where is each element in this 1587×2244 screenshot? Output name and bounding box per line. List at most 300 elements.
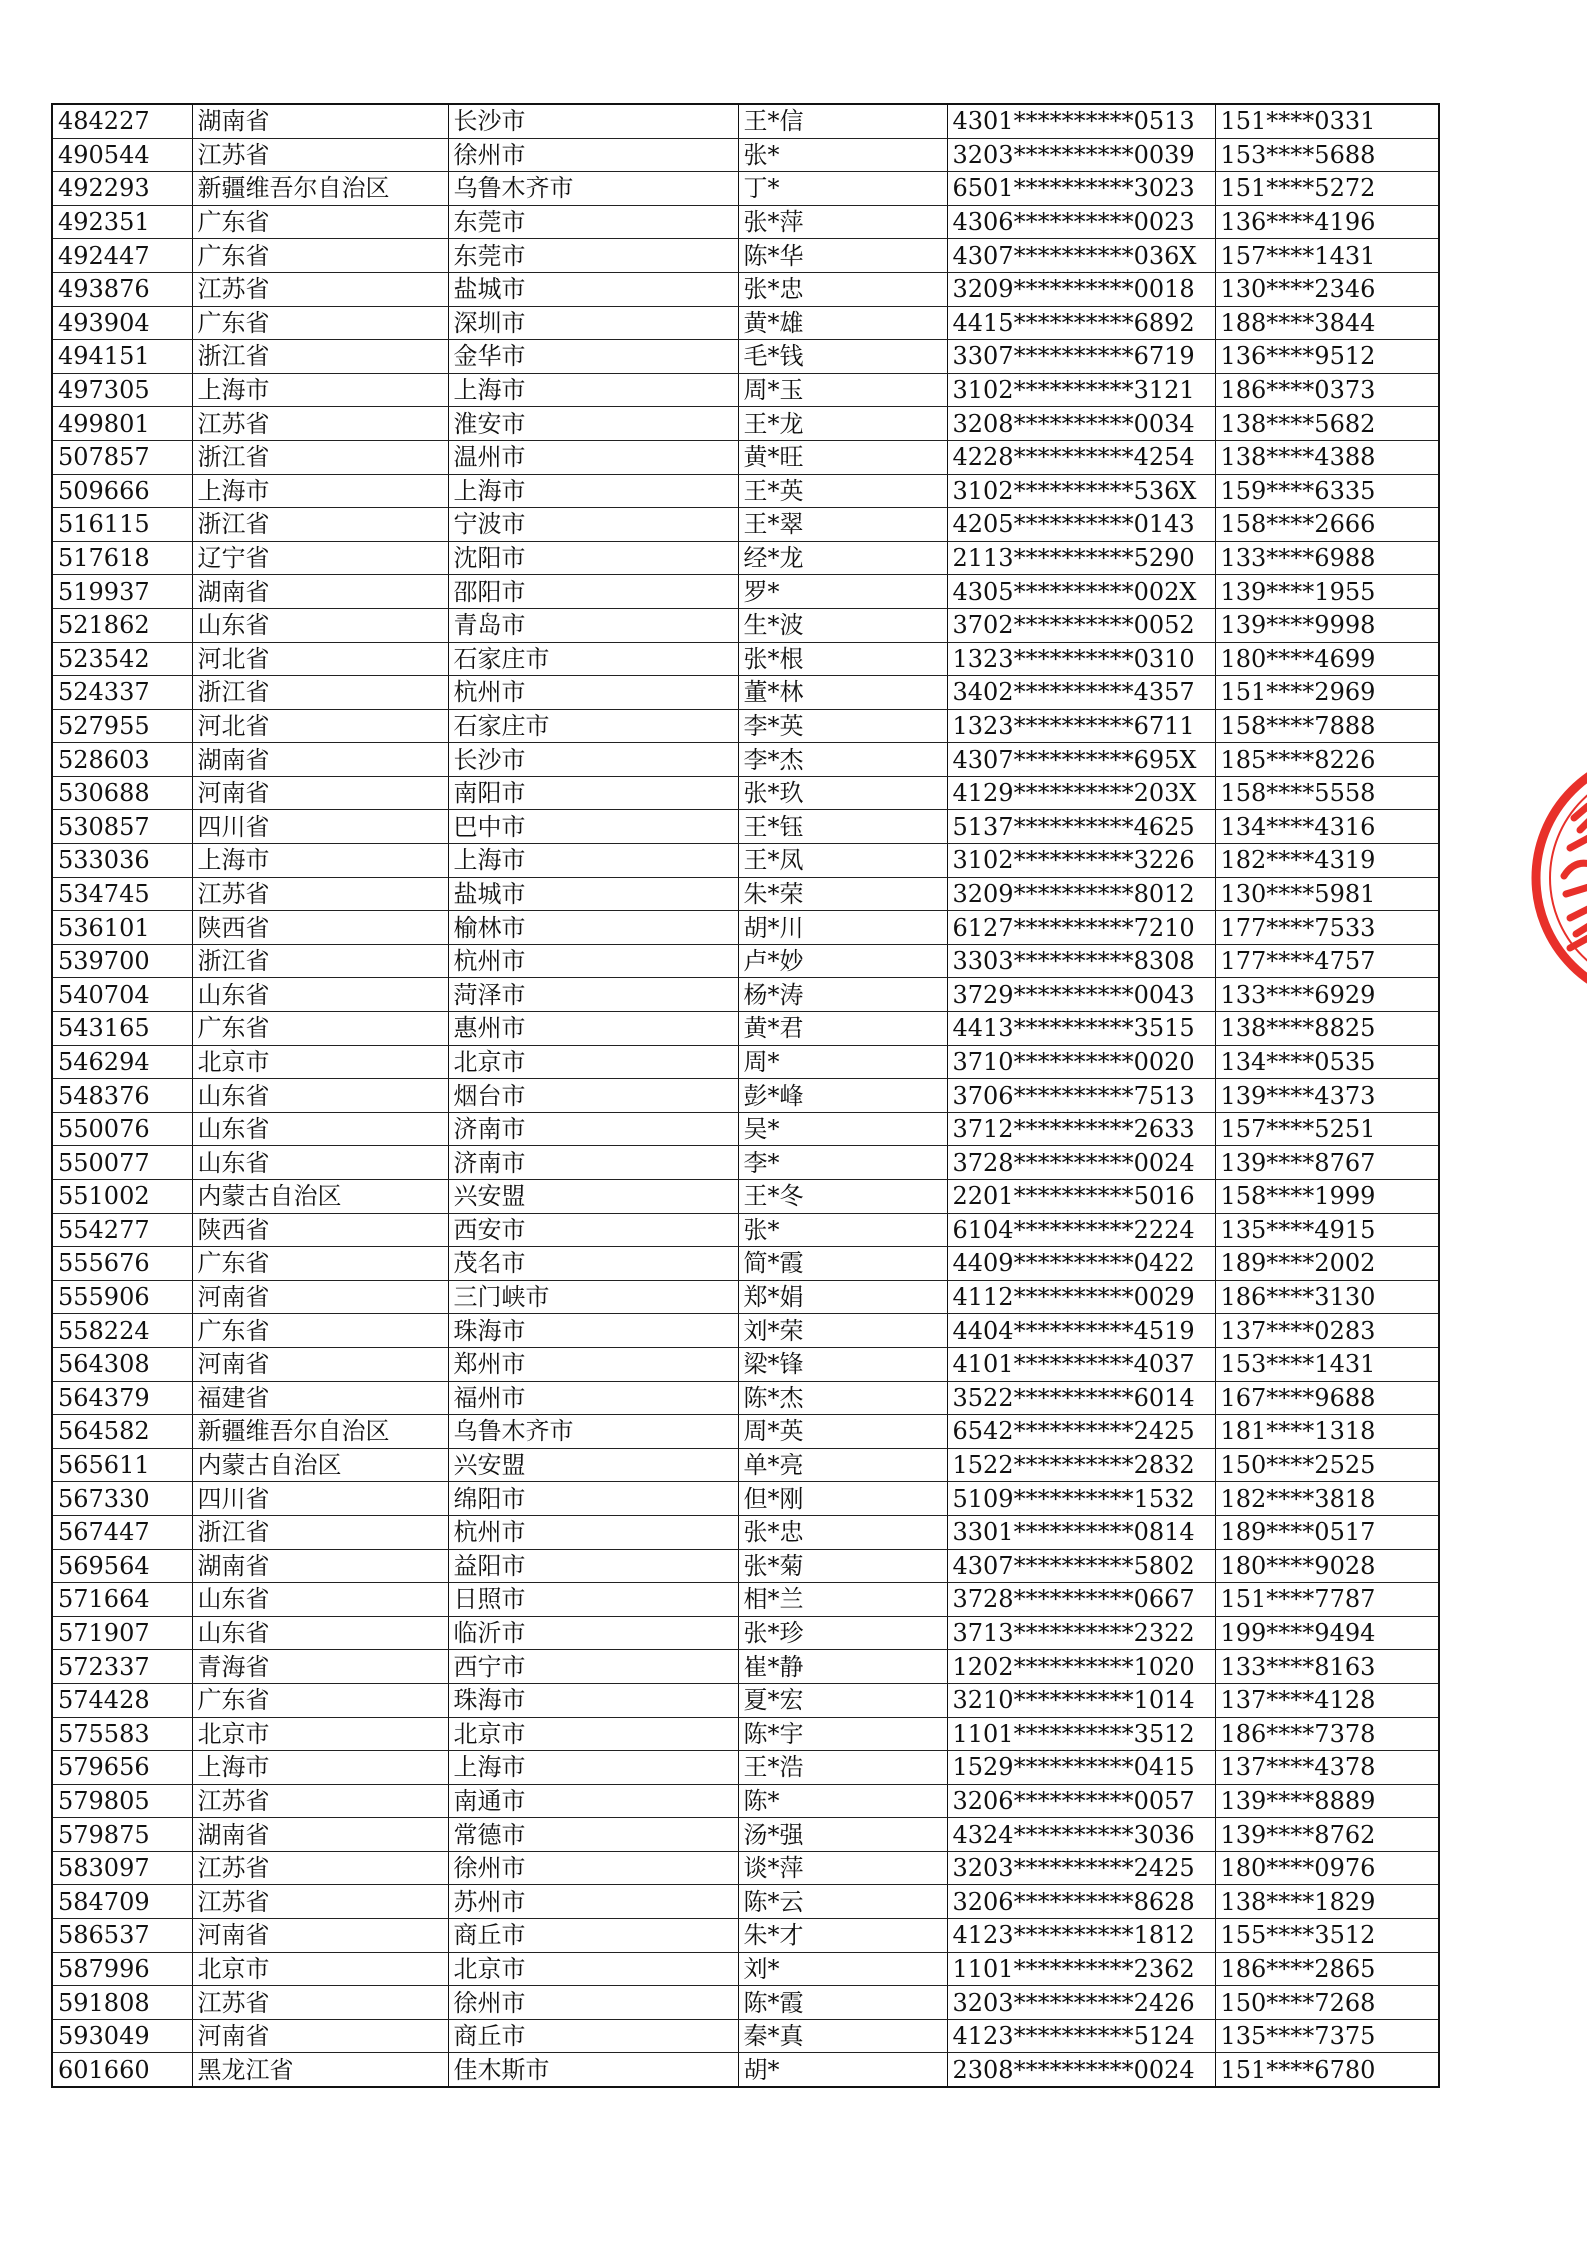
cell-record-id: 565611	[52, 1448, 192, 1482]
cell-id-number: 3729**********0043	[947, 978, 1215, 1012]
table-row	[52, 575, 1439, 609]
cell-name: 王*翠	[738, 508, 947, 542]
table-row	[52, 306, 1439, 340]
cell-province: 广东省	[192, 1247, 448, 1281]
cell-record-id: 507857	[52, 440, 192, 474]
cell-id-number: 2308**********0024	[947, 2053, 1215, 2087]
cell-phone: 150****7268	[1215, 1986, 1439, 2020]
cell-province: 内蒙古自治区	[192, 1180, 448, 1214]
table-row	[52, 608, 1439, 642]
cell-record-id: 579656	[52, 1751, 192, 1785]
cell-province: 北京市	[192, 1717, 448, 1751]
cell-province: 福建省	[192, 1381, 448, 1415]
cell-id-number: 4415**********6892	[947, 306, 1215, 340]
table-row	[52, 1146, 1439, 1180]
cell-province: 内蒙古自治区	[192, 1448, 448, 1482]
cell-phone: 180****0976	[1215, 1851, 1439, 1885]
cell-name: 黄*雄	[738, 306, 947, 340]
cell-id-number: 4307**********5802	[947, 1549, 1215, 1583]
cell-phone: 199****9494	[1215, 1616, 1439, 1650]
cell-id-number: 4306**********0023	[947, 205, 1215, 239]
cell-id-number: 3203**********2425	[947, 1851, 1215, 1885]
cell-province: 四川省	[192, 810, 448, 844]
cell-province: 黑龙江省	[192, 2053, 448, 2087]
table-row	[52, 1079, 1439, 1113]
cell-name: 李*英	[738, 709, 947, 743]
cell-id-number: 1522**********2832	[947, 1448, 1215, 1482]
cell-city: 邵阳市	[448, 575, 738, 609]
cell-name: 王*英	[738, 474, 947, 508]
cell-phone: 150****2525	[1215, 1448, 1439, 1482]
cell-province: 湖南省	[192, 104, 448, 138]
cell-id-number: 3303**********8308	[947, 944, 1215, 978]
cell-name: 相*兰	[738, 1583, 947, 1617]
cell-city: 榆林市	[448, 911, 738, 945]
cell-province: 浙江省	[192, 944, 448, 978]
cell-record-id: 521862	[52, 608, 192, 642]
table-row	[52, 1851, 1439, 1885]
cell-city: 盐城市	[448, 272, 738, 306]
cell-record-id: 567330	[52, 1482, 192, 1516]
table-row	[52, 1616, 1439, 1650]
cell-city: 茂名市	[448, 1247, 738, 1281]
cell-name: 梁*锋	[738, 1347, 947, 1381]
cell-name: 陈*杰	[738, 1381, 947, 1415]
cell-province: 河南省	[192, 2019, 448, 2053]
cell-record-id: 543165	[52, 1012, 192, 1046]
cell-city: 长沙市	[448, 104, 738, 138]
cell-city: 北京市	[448, 1952, 738, 1986]
cell-name: 丁*	[738, 172, 947, 206]
cell-city: 北京市	[448, 1717, 738, 1751]
cell-province: 湖南省	[192, 743, 448, 777]
cell-name: 简*霞	[738, 1247, 947, 1281]
cell-id-number: 4205**********0143	[947, 508, 1215, 542]
cell-record-id: 564308	[52, 1347, 192, 1381]
cell-id-number: 5109**********1532	[947, 1482, 1215, 1516]
table-row	[52, 709, 1439, 743]
cell-name: 黄*君	[738, 1012, 947, 1046]
cell-province: 广东省	[192, 1314, 448, 1348]
cell-province: 河南省	[192, 1919, 448, 1953]
cell-province: 河北省	[192, 709, 448, 743]
cell-province: 浙江省	[192, 676, 448, 710]
table-row	[52, 373, 1439, 407]
table-row	[52, 1952, 1439, 1986]
cell-id-number: 3206**********0057	[947, 1784, 1215, 1818]
cell-name: 朱*荣	[738, 877, 947, 911]
cell-phone: 189****0517	[1215, 1515, 1439, 1549]
cell-province: 新疆维吾尔自治区	[192, 172, 448, 206]
cell-record-id: 534745	[52, 877, 192, 911]
cell-province: 辽宁省	[192, 541, 448, 575]
cell-city: 惠州市	[448, 1012, 738, 1046]
cell-record-id: 569564	[52, 1549, 192, 1583]
cell-phone: 151****5272	[1215, 172, 1439, 206]
cell-record-id: 601660	[52, 2053, 192, 2087]
cell-id-number: 3209**********0018	[947, 272, 1215, 306]
cell-record-id: 583097	[52, 1851, 192, 1885]
cell-province: 上海市	[192, 474, 448, 508]
cell-record-id: 550077	[52, 1146, 192, 1180]
cell-name: 王*钰	[738, 810, 947, 844]
cell-id-number: 3702**********0052	[947, 608, 1215, 642]
cell-phone: 155****3512	[1215, 1919, 1439, 1953]
cell-province: 江苏省	[192, 1851, 448, 1885]
cell-phone: 133****8163	[1215, 1650, 1439, 1684]
cell-city: 温州市	[448, 440, 738, 474]
cell-province: 山东省	[192, 1616, 448, 1650]
table-row	[52, 1885, 1439, 1919]
cell-id-number: 3206**********8628	[947, 1885, 1215, 1919]
cell-name: 刘*荣	[738, 1314, 947, 1348]
cell-phone: 153****1431	[1215, 1347, 1439, 1381]
table-row	[52, 1415, 1439, 1449]
cell-city: 兴安盟	[448, 1180, 738, 1214]
cell-record-id: 564379	[52, 1381, 192, 1415]
cell-city: 临沂市	[448, 1616, 738, 1650]
cell-city: 兴安盟	[448, 1448, 738, 1482]
cell-city: 东莞市	[448, 205, 738, 239]
cell-phone: 139****8767	[1215, 1146, 1439, 1180]
cell-province: 河南省	[192, 1347, 448, 1381]
cell-record-id: 527955	[52, 709, 192, 743]
cell-name: 张*珍	[738, 1616, 947, 1650]
cell-phone: 180****9028	[1215, 1549, 1439, 1583]
cell-city: 三门峡市	[448, 1280, 738, 1314]
cell-phone: 186****0373	[1215, 373, 1439, 407]
cell-city: 益阳市	[448, 1549, 738, 1583]
table-row	[52, 1045, 1439, 1079]
cell-city: 宁波市	[448, 508, 738, 542]
cell-name: 崔*静	[738, 1650, 947, 1684]
cell-city: 巴中市	[448, 810, 738, 844]
cell-city: 金华市	[448, 340, 738, 374]
cell-phone: 133****6988	[1215, 541, 1439, 575]
table-row	[52, 1986, 1439, 2020]
cell-city: 深圳市	[448, 306, 738, 340]
cell-phone: 188****3844	[1215, 306, 1439, 340]
cell-name: 单*亮	[738, 1448, 947, 1482]
cell-province: 广东省	[192, 1012, 448, 1046]
cell-city: 徐州市	[448, 1851, 738, 1885]
cell-city: 乌鲁木齐市	[448, 1415, 738, 1449]
cell-id-number: 5137**********4625	[947, 810, 1215, 844]
cell-record-id: 550076	[52, 1112, 192, 1146]
cell-record-id: 523542	[52, 642, 192, 676]
table-row	[52, 776, 1439, 810]
cell-province: 江苏省	[192, 407, 448, 441]
cell-province: 浙江省	[192, 340, 448, 374]
cell-record-id: 555906	[52, 1280, 192, 1314]
cell-phone: 159****6335	[1215, 474, 1439, 508]
cell-city: 福州市	[448, 1381, 738, 1415]
cell-record-id: 584709	[52, 1885, 192, 1919]
cell-province: 江苏省	[192, 138, 448, 172]
cell-name: 生*波	[738, 608, 947, 642]
cell-phone: 186****3130	[1215, 1280, 1439, 1314]
cell-province: 广东省	[192, 1683, 448, 1717]
cell-name: 陈*华	[738, 239, 947, 273]
cell-city: 济南市	[448, 1146, 738, 1180]
table-row	[52, 138, 1439, 172]
table-row	[52, 1247, 1439, 1281]
cell-record-id: 586537	[52, 1919, 192, 1953]
table-row	[52, 1919, 1439, 1953]
table-row	[52, 1112, 1439, 1146]
cell-record-id: 509666	[52, 474, 192, 508]
cell-phone: 181****1318	[1215, 1415, 1439, 1449]
official-seal-stamp	[1530, 748, 1587, 1008]
cell-id-number: 3728**********0024	[947, 1146, 1215, 1180]
cell-province: 陕西省	[192, 911, 448, 945]
cell-id-number: 3307**********6719	[947, 340, 1215, 374]
cell-id-number: 4307**********036X	[947, 239, 1215, 273]
cell-record-id: 524337	[52, 676, 192, 710]
cell-id-number: 4112**********0029	[947, 1280, 1215, 1314]
cell-id-number: 3522**********6014	[947, 1381, 1215, 1415]
cell-city: 淮安市	[448, 407, 738, 441]
cell-province: 上海市	[192, 373, 448, 407]
cell-record-id: 572337	[52, 1650, 192, 1684]
table-row	[52, 978, 1439, 1012]
cell-phone: 139****8762	[1215, 1818, 1439, 1852]
cell-province: 北京市	[192, 1045, 448, 1079]
cell-province: 广东省	[192, 205, 448, 239]
table-row	[52, 2053, 1439, 2087]
cell-name: 王*凤	[738, 844, 947, 878]
table-row	[52, 1650, 1439, 1684]
cell-name: 王*龙	[738, 407, 947, 441]
cell-name: 张*忠	[738, 1515, 947, 1549]
cell-name: 秦*真	[738, 2019, 947, 2053]
cell-province: 浙江省	[192, 508, 448, 542]
table-row	[52, 239, 1439, 273]
table-row	[52, 1583, 1439, 1617]
cell-phone: 135****7375	[1215, 2019, 1439, 2053]
cell-phone: 185****8226	[1215, 743, 1439, 777]
cell-id-number: 4324**********3036	[947, 1818, 1215, 1852]
cell-id-number: 4305**********002X	[947, 575, 1215, 609]
cell-city: 佳木斯市	[448, 2053, 738, 2087]
cell-id-number: 4123**********5124	[947, 2019, 1215, 2053]
cell-record-id: 539700	[52, 944, 192, 978]
table-row	[52, 474, 1439, 508]
cell-id-number: 6542**********2425	[947, 1415, 1215, 1449]
cell-id-number: 1323**********6711	[947, 709, 1215, 743]
cell-record-id: 516115	[52, 508, 192, 542]
cell-city: 上海市	[448, 474, 738, 508]
cell-city: 沈阳市	[448, 541, 738, 575]
cell-province: 山东省	[192, 1112, 448, 1146]
cell-city: 绵阳市	[448, 1482, 738, 1516]
cell-phone: 182****3818	[1215, 1482, 1439, 1516]
cell-id-number: 4228**********4254	[947, 440, 1215, 474]
cell-name: 王*信	[738, 104, 947, 138]
cell-name: 陈*	[738, 1784, 947, 1818]
cell-record-id: 591808	[52, 1986, 192, 2020]
cell-record-id: 593049	[52, 2019, 192, 2053]
cell-city: 徐州市	[448, 1986, 738, 2020]
seal-outer-ring	[1536, 754, 1587, 1002]
cell-province: 北京市	[192, 1952, 448, 1986]
table-row	[52, 272, 1439, 306]
cell-id-number: 4101**********4037	[947, 1347, 1215, 1381]
table-row	[52, 1213, 1439, 1247]
cell-id-number: 1323**********0310	[947, 642, 1215, 676]
cell-record-id: 558224	[52, 1314, 192, 1348]
cell-province: 上海市	[192, 1751, 448, 1785]
table-row	[52, 1180, 1439, 1214]
cell-city: 石家庄市	[448, 709, 738, 743]
cell-province: 河北省	[192, 642, 448, 676]
cell-name: 周*玉	[738, 373, 947, 407]
table-row	[52, 877, 1439, 911]
cell-phone: 139****4373	[1215, 1079, 1439, 1113]
cell-city: 杭州市	[448, 1515, 738, 1549]
cell-phone: 134****4316	[1215, 810, 1439, 844]
cell-phone: 182****4319	[1215, 844, 1439, 878]
cell-city: 苏州市	[448, 1885, 738, 1919]
cell-province: 山东省	[192, 608, 448, 642]
cell-city: 西安市	[448, 1213, 738, 1247]
cell-city: 盐城市	[448, 877, 738, 911]
cell-province: 山东省	[192, 978, 448, 1012]
cell-phone: 177****7533	[1215, 911, 1439, 945]
cell-id-number: 4404**********4519	[947, 1314, 1215, 1348]
cell-city: 长沙市	[448, 743, 738, 777]
cell-id-number: 3402**********4357	[947, 676, 1215, 710]
cell-name: 夏*宏	[738, 1683, 947, 1717]
cell-id-number: 1101**********2362	[947, 1952, 1215, 1986]
cell-name: 刘*	[738, 1952, 947, 1986]
table-row	[52, 1012, 1439, 1046]
table-row	[52, 205, 1439, 239]
seal-inner-ring	[1550, 768, 1587, 988]
cell-id-number: 3203**********0039	[947, 138, 1215, 172]
cell-province: 湖南省	[192, 1549, 448, 1583]
table-row	[52, 340, 1439, 374]
cell-province: 山东省	[192, 1146, 448, 1180]
cell-phone: 167****9688	[1215, 1381, 1439, 1415]
cell-city: 杭州市	[448, 944, 738, 978]
table-row	[52, 2019, 1439, 2053]
table-row	[52, 743, 1439, 777]
cell-city: 南通市	[448, 1784, 738, 1818]
cell-id-number: 3102**********3121	[947, 373, 1215, 407]
cell-record-id: 546294	[52, 1045, 192, 1079]
cell-city: 南阳市	[448, 776, 738, 810]
cell-record-id: 530857	[52, 810, 192, 844]
cell-name: 陈*云	[738, 1885, 947, 1919]
cell-record-id: 499801	[52, 407, 192, 441]
table-row	[52, 1381, 1439, 1415]
table-row	[52, 1314, 1439, 1348]
cell-id-number: 6104**********2224	[947, 1213, 1215, 1247]
table-row	[52, 944, 1439, 978]
cell-id-number: 3710**********0020	[947, 1045, 1215, 1079]
cell-province: 江苏省	[192, 1784, 448, 1818]
cell-id-number: 3706**********7513	[947, 1079, 1215, 1113]
cell-city: 东莞市	[448, 239, 738, 273]
cell-phone: 135****4915	[1215, 1213, 1439, 1247]
cell-id-number: 4413**********3515	[947, 1012, 1215, 1046]
cell-id-number: 2113**********5290	[947, 541, 1215, 575]
cell-phone: 134****0535	[1215, 1045, 1439, 1079]
cell-city: 石家庄市	[448, 642, 738, 676]
cell-phone: 151****7787	[1215, 1583, 1439, 1617]
cell-id-number: 3712**********2633	[947, 1112, 1215, 1146]
cell-record-id: 528603	[52, 743, 192, 777]
table-row	[52, 1549, 1439, 1583]
cell-name: 吴*	[738, 1112, 947, 1146]
cell-phone: 151****6780	[1220, 2055, 1376, 2084]
cell-record-id: 530688	[52, 776, 192, 810]
cell-city: 北京市	[448, 1045, 738, 1079]
table-body	[52, 104, 1439, 2087]
cell-phone: 189****2002	[1215, 1247, 1439, 1281]
cell-id-number: 6501**********3023	[947, 172, 1215, 206]
cell-id-number: 3301**********0814	[947, 1515, 1215, 1549]
cell-city: 济南市	[448, 1112, 738, 1146]
cell-name: 郑*娟	[738, 1280, 947, 1314]
cell-id-number: 3203**********2426	[947, 1986, 1215, 2020]
cell-name: 张*	[738, 138, 947, 172]
cell-record-id: 554277	[52, 1213, 192, 1247]
cell-record-id: 519937	[52, 575, 192, 609]
cell-city: 烟台市	[448, 1079, 738, 1113]
cell-name: 胡*	[738, 2053, 947, 2087]
cell-province: 广东省	[192, 239, 448, 273]
cell-record-id: 574428	[52, 1683, 192, 1717]
cell-record-id: 497305	[52, 373, 192, 407]
table-row	[52, 1280, 1439, 1314]
cell-id-number: 3210**********1014	[947, 1683, 1215, 1717]
cell-name: 但*刚	[738, 1482, 947, 1516]
cell-record-id: 551002	[52, 1180, 192, 1214]
cell-phone: 177****4757	[1215, 944, 1439, 978]
cell-city: 常德市	[448, 1818, 738, 1852]
cell-id-number: 1202**********1020	[947, 1650, 1215, 1684]
cell-province: 江苏省	[192, 1986, 448, 2020]
cell-record-id: 571664	[52, 1583, 192, 1617]
seal-lettering-strokes	[1564, 796, 1587, 948]
cell-city: 珠海市	[448, 1314, 738, 1348]
cell-province: 河南省	[192, 776, 448, 810]
cell-record-id: 484227	[52, 104, 192, 138]
cell-phone: 186****2865	[1215, 1952, 1439, 1986]
table-row	[52, 508, 1439, 542]
cell-province: 山东省	[192, 1079, 448, 1113]
cell-record-id: 533036	[52, 844, 192, 878]
cell-phone: 139****8889	[1215, 1784, 1439, 1818]
cell-name: 董*林	[738, 676, 947, 710]
cell-city: 珠海市	[448, 1683, 738, 1717]
cell-id-number: 4123**********1812	[947, 1919, 1215, 1953]
table-row	[52, 440, 1439, 474]
table-row	[52, 676, 1439, 710]
cell-province: 湖南省	[192, 1818, 448, 1852]
cell-id-number: 3102**********536X	[947, 474, 1215, 508]
cell-province: 江苏省	[192, 877, 448, 911]
cell-city: 上海市	[448, 844, 738, 878]
cell-phone: 133****6929	[1215, 978, 1439, 1012]
table-row	[52, 1784, 1439, 1818]
cell-record-id: 517618	[52, 541, 192, 575]
table-row	[52, 104, 1439, 138]
cell-id-number: 3728**********0667	[947, 1583, 1215, 1617]
cell-name: 经*龙	[738, 541, 947, 575]
